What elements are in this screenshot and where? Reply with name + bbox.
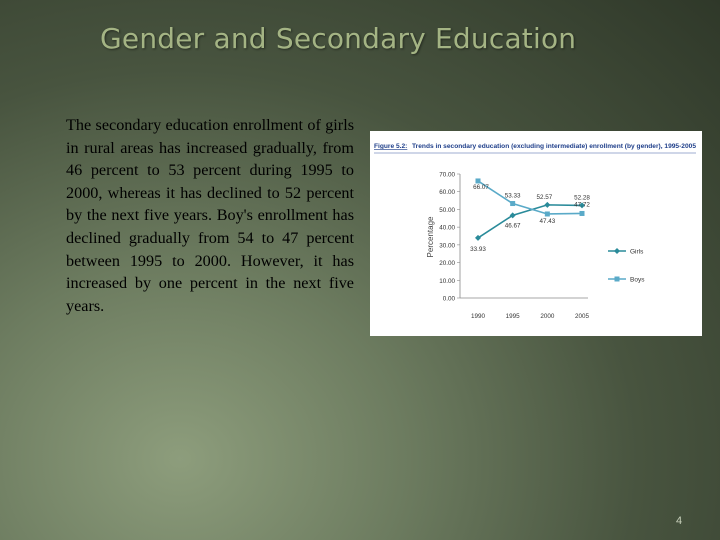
chart-ylabel: Percentage xyxy=(426,216,435,258)
chart xyxy=(370,131,702,336)
chart-point-boys xyxy=(476,178,481,183)
chart-data-label-girls: 46.67 xyxy=(504,222,521,230)
chart-point-girls xyxy=(544,202,550,208)
chart-y-tick-label: 0.00 xyxy=(442,295,455,303)
chart-data-label-girls: 52.28 xyxy=(574,194,590,202)
slide-body-text: The secondary education enrollment of girls in rural areas has increased gradually, from 46 percent to 53 percent during 1995 to 2000, whereas it has declined to 52 percent by the next five years. Boy's enrollment has declined gradually from 54 to 47 percent between 1995 to 2000. However, it has increased by one percent in the next five years. xyxy=(66,116,354,315)
chart-x-tick-label: 2005 xyxy=(574,313,590,320)
chart-legend-marker-girls xyxy=(614,248,620,254)
page-number: 4 xyxy=(676,515,683,527)
chart-data-label-boys: 53.33 xyxy=(504,192,521,200)
chart-data-label-boys: 47.72 xyxy=(574,201,590,209)
chart-data-label-boys: 47.43 xyxy=(539,217,556,225)
chart-y-tick-label: 70.00 xyxy=(439,171,455,179)
chart-plot-area xyxy=(439,172,645,321)
chart-data-label-girls: 33.93 xyxy=(470,245,486,253)
chart-point-boys xyxy=(580,211,585,216)
chart-data-label-boys: 66.07 xyxy=(473,183,489,191)
chart-data-label-girls: 52.57 xyxy=(536,193,553,201)
chart-series-line-boys xyxy=(478,181,582,214)
chart-legend-marker-boys xyxy=(615,277,620,282)
chart-legend-label-girls: Girls xyxy=(630,248,644,256)
chart-y-tick-label: 10.00 xyxy=(439,277,455,285)
chart-title: Trends in secondary education (excluding intermediate) enrollment (by gender), 1995-2005 xyxy=(412,143,697,150)
chart-y-tick-label: 30.00 xyxy=(439,242,455,250)
chart-x-tick-label: 2000 xyxy=(540,313,555,320)
slide-title: Gender and Secondary Education xyxy=(100,22,577,55)
chart-series-line-girls xyxy=(478,205,582,238)
chart-y-tick-label: 20.00 xyxy=(439,260,455,268)
chart-point-boys xyxy=(510,201,515,206)
chart-x-tick-label: 1990 xyxy=(470,313,486,320)
chart-point-boys xyxy=(545,211,550,216)
chart-y-tick-label: 40.00 xyxy=(439,224,455,232)
chart-y-tick-label: 50.00 xyxy=(439,206,455,214)
chart-figure-label: Figure 5.2: xyxy=(374,143,408,150)
chart-x-tick-label: 1995 xyxy=(505,313,520,320)
chart-y-tick-label: 60.00 xyxy=(439,189,455,197)
chart-figure xyxy=(370,131,702,336)
chart-legend-label-boys: Boys xyxy=(630,276,645,284)
